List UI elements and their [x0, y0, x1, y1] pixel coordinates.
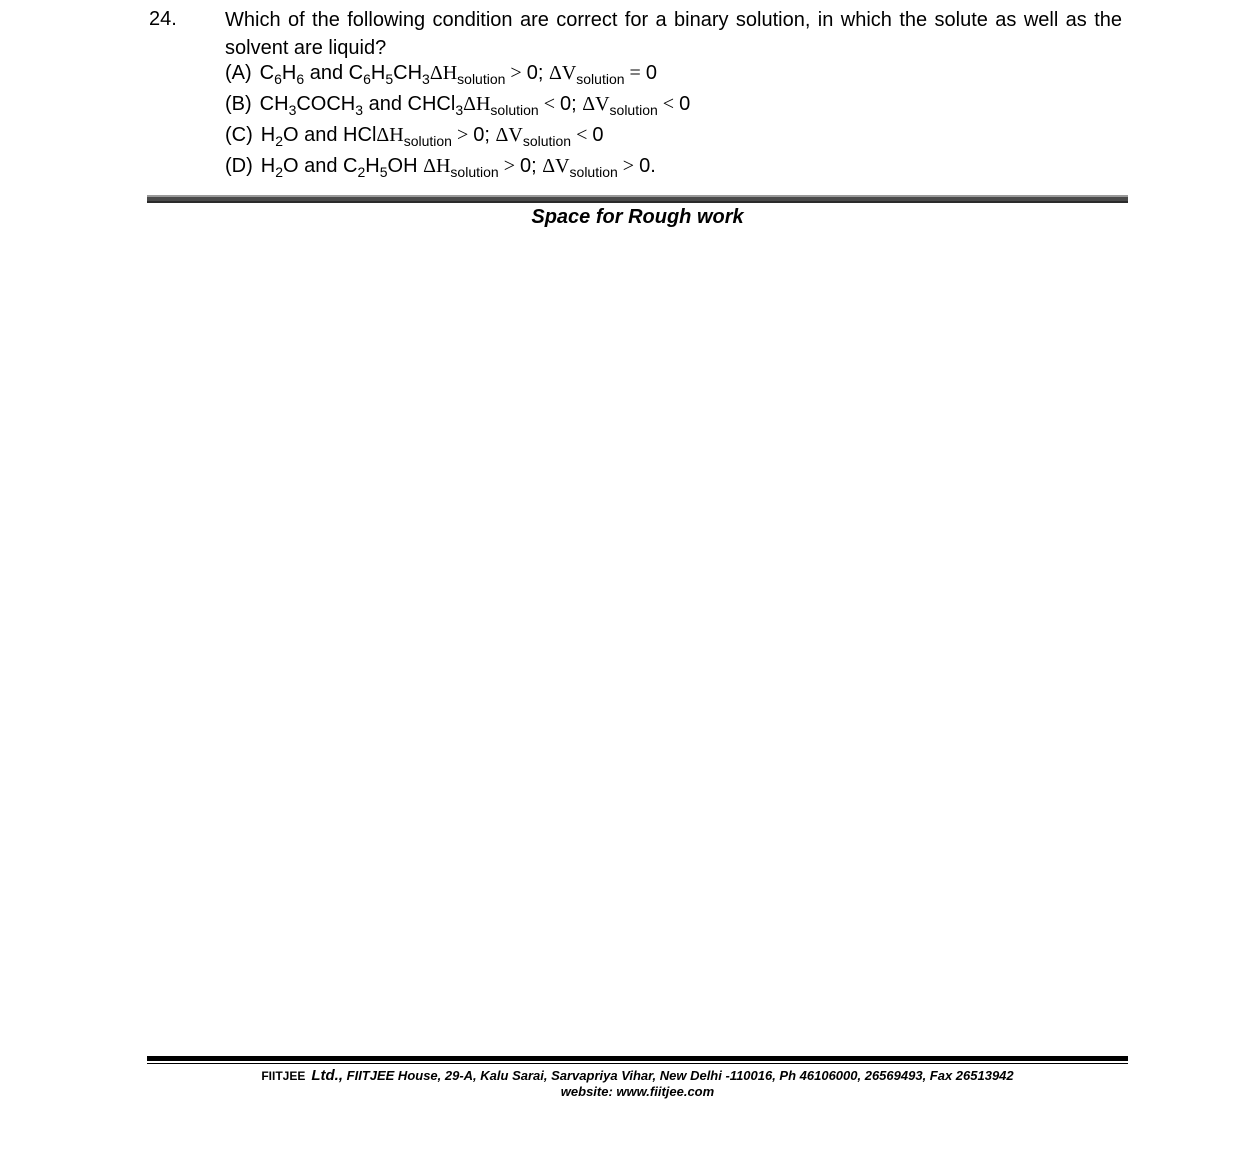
option-text-part: <	[538, 93, 560, 115]
option-subscript: 2	[357, 164, 366, 180]
option-text-part: ΔV	[542, 155, 570, 177]
option-d	[225, 151, 690, 182]
option-text-part: H	[281, 62, 297, 84]
option-text-part: O and C	[283, 155, 358, 177]
option-subscript: solution	[569, 164, 618, 180]
option-text-part: 0;	[473, 124, 496, 146]
option-text-part: ΔH	[423, 155, 451, 177]
footer-website: website: www.fiitjee.com	[560, 1084, 715, 1099]
option-label: (D)	[225, 155, 253, 177]
footer-brand: FIITJEE	[261, 1069, 306, 1083]
option-subscript: 3	[355, 102, 364, 118]
option-text-part: H	[370, 62, 386, 84]
option-text-part: 0;	[559, 93, 583, 115]
option-text-part: H	[260, 124, 276, 146]
option-text-part: COCH	[296, 93, 356, 115]
option-text-part: ΔV	[548, 62, 577, 84]
option-subscript: 6	[363, 71, 371, 87]
option-text-part: CH	[259, 93, 289, 115]
option-label: (B)	[225, 93, 252, 115]
option-subscript: 3	[455, 102, 464, 118]
footer-divider	[147, 1056, 1128, 1064]
option-subscript: solution	[522, 133, 572, 149]
question-stem: Which of the following condition are correct for a binary solution, in which the solute as well as the solvent are liquid?	[225, 9, 1122, 59]
option-text-part: OH	[387, 155, 424, 177]
option-text	[259, 93, 691, 118]
option-text	[259, 62, 657, 87]
option-label: (C)	[225, 124, 253, 146]
option-text-part: and C	[304, 62, 364, 84]
option-text-part: >	[617, 155, 640, 177]
option-subscript: solution	[609, 102, 658, 118]
option-text-part: >	[498, 155, 520, 177]
option-label: (A)	[225, 62, 252, 84]
option-subscript: 3	[422, 71, 430, 87]
option-text	[260, 124, 604, 149]
option-text-part: ΔV	[495, 124, 523, 146]
option-subscript: 5	[385, 71, 394, 87]
option-subscript: solution	[457, 71, 506, 87]
option-text-part: 0	[592, 124, 604, 146]
footer	[147, 1068, 1128, 1100]
option-text-part: 0;	[526, 62, 549, 84]
footer-address: FIITJEE House, 29-A, Kalu Sarai, Sarvapriya Vihar, New Delhi -110016, Ph 46106000, 26569493, Fax 26513942	[346, 1068, 1014, 1083]
option-subscript: solution	[403, 133, 452, 149]
option-text-part: H	[260, 155, 276, 177]
header-divider	[147, 195, 1128, 203]
option-text-part: ΔH	[429, 62, 458, 84]
option-text-part: >	[451, 124, 474, 146]
option-c	[225, 120, 690, 151]
option-subscript: 2	[275, 133, 284, 149]
footer-address-line	[147, 1068, 1128, 1084]
question-number: 24.	[149, 8, 177, 30]
option-subscript: 6	[296, 71, 305, 87]
option-a	[225, 58, 690, 89]
option-text-part: C	[259, 62, 275, 84]
option-text-part: =	[624, 62, 646, 84]
option-text-part: >	[505, 62, 527, 84]
option-text-part: H	[365, 155, 380, 177]
option-text-part: 0	[679, 93, 691, 115]
option-text	[260, 155, 656, 180]
option-text-part: 0	[645, 62, 657, 84]
option-text-part: 0;	[519, 155, 543, 177]
option-subscript: 3	[288, 102, 297, 118]
option-subscript: solution	[490, 102, 539, 118]
option-text-part: O and HCl	[283, 124, 377, 146]
option-subscript: 2	[275, 164, 284, 180]
option-text-part: CH	[393, 62, 423, 84]
footer-ltd: Ltd.,	[311, 1067, 344, 1084]
option-text-part: ΔV	[582, 93, 610, 115]
option-text-part: <	[657, 93, 680, 115]
option-text-part: ΔH	[463, 93, 491, 115]
option-subscript: solution	[450, 164, 499, 180]
option-subscript: 5	[379, 164, 388, 180]
option-subscript: 6	[274, 71, 282, 87]
option-text-part: ΔH	[376, 124, 404, 146]
option-text-part: 0.	[639, 155, 656, 177]
options-list	[225, 58, 690, 182]
rough-work-title: Space for Rough work	[531, 206, 744, 228]
option-text-part: <	[571, 124, 593, 146]
option-text-part: and CHCl	[363, 93, 456, 115]
option-b	[225, 89, 690, 120]
option-subscript: solution	[576, 71, 625, 87]
